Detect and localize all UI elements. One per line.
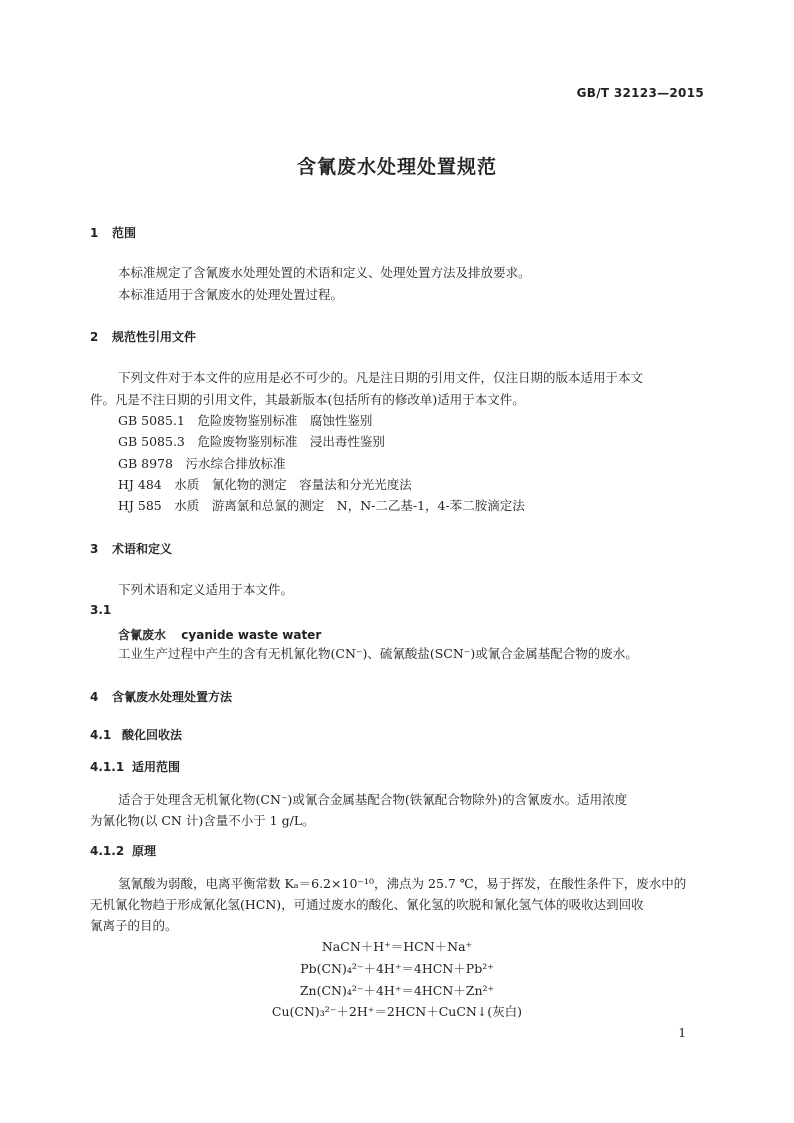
reference-code: HJ 585: [118, 498, 162, 513]
reference-code: HJ 484: [118, 477, 162, 492]
subsection-4-1-heading: [90, 726, 182, 743]
section-number: 4: [90, 690, 99, 704]
paragraph: 下列术语和定义适用于本文件。: [118, 582, 294, 597]
paragraph: 下列文件对于本文件的应用是必不可少的。凡是注日期的引用文件，仅注日期的版本适用于本文: [118, 370, 644, 385]
term-english: cyanide waste water: [181, 628, 322, 642]
section-1-heading: [90, 224, 136, 241]
section-number: 2: [90, 330, 99, 344]
subsection-4-1-2-heading: [90, 842, 156, 859]
section-title: 酸化回收法: [122, 728, 183, 742]
chemical-equation: NaCN＋H⁺＝HCN＋Na⁺: [321, 939, 473, 954]
paragraph: 氢氰酸为弱酸，电离平衡常数 Kₐ＝6.2×10⁻¹⁰，沸点为 25.7 ℃，易于挥发，在酸性条件下，废水中的: [118, 876, 687, 891]
reference-item: [118, 453, 286, 474]
section-number: 3: [90, 542, 99, 556]
section-number: 4.1: [90, 728, 112, 742]
section-4-heading: [90, 688, 232, 705]
term-chinese: 含氰废水: [118, 628, 167, 642]
section-number: 4.1.2: [90, 844, 125, 858]
paragraph: 氰离子的目的。: [90, 918, 178, 933]
section-title: 术语和定义: [112, 542, 173, 556]
paragraph: 本标准适用于含氰废水的处理处置过程。: [118, 287, 344, 302]
paragraph: 为氰化物(以 CN 计)含量不小于 1 g/L。: [90, 813, 315, 828]
section-title: 含氰废水处理处置方法: [112, 690, 233, 704]
paragraph: 适合于处理含无机氰化物(CN⁻)或氰合金属基配合物(铁氰配合物除外)的含氰废水。适用浓度: [118, 792, 628, 807]
chemical-equation: Zn(CN)₄²⁻＋4H⁺＝4HCN＋Zn²⁺: [299, 983, 495, 998]
page-number: 1: [678, 1026, 686, 1040]
reference-code: GB 5085.1: [118, 413, 185, 428]
reference-item: [118, 474, 412, 495]
section-title: 规范性引用文件: [112, 330, 197, 344]
paragraph: 无机氰化物趋于形成氰化氢(HCN)，可通过废水的酸化、氰化氢的吹脱和氰化氢气体的吸收达到回收: [90, 897, 644, 912]
reference-title: 水质 游离氯和总氯的测定 N，N-二乙基-1，4-苯二胺滴定法: [174, 498, 525, 513]
section-title: 范围: [112, 226, 137, 240]
chemical-equation: Pb(CN)₄²⁻＋4H⁺＝4HCN＋Pb²⁺: [300, 961, 494, 976]
standard-number: GB/T 32123—2015: [576, 86, 704, 100]
section-2-heading: [90, 328, 196, 345]
reference-item: [118, 410, 372, 431]
section-title: 原理: [132, 844, 157, 858]
section-number: 1: [90, 226, 99, 240]
reference-item: [118, 431, 385, 452]
reference-item: [118, 495, 525, 516]
section-3-heading: [90, 540, 172, 557]
paragraph: 本标准规定了含氰废水处理处置的术语和定义、处理处置方法及排放要求。: [118, 265, 531, 280]
section-number: 4.1.1: [90, 760, 125, 774]
reference-title: 危险废物鉴别标准 浸出毒性鉴别: [197, 434, 385, 449]
reference-code: GB 8978: [118, 456, 173, 471]
paragraph: 件。凡是不注日期的引用文件，其最新版本(包括所有的修改单)适用于本文件。: [90, 392, 525, 407]
reference-title: 危险废物鉴别标准 腐蚀性鉴别: [197, 413, 373, 428]
reference-title: 水质 氰化物的测定 容量法和分光光度法: [174, 477, 412, 492]
section-title: 适用范围: [132, 760, 181, 774]
term-definition: 工业生产过程中产生的含有无机氰化物(CN⁻)、硫氰酸盐(SCN⁻)或氰合金属基配合物的废水。: [118, 646, 638, 661]
term-entry: [118, 624, 321, 643]
reference-title: 污水综合排放标准: [185, 456, 286, 471]
document-title: 含氰废水处理处置规范: [296, 156, 497, 178]
subsection-4-1-1-heading: [90, 758, 180, 775]
reference-code: GB 5085.3: [118, 434, 185, 449]
term-number: 3.1: [90, 603, 112, 617]
chemical-equation: Cu(CN)₃²⁻＋2H⁺＝2HCN＋CuCN↓(灰白): [271, 1004, 523, 1019]
